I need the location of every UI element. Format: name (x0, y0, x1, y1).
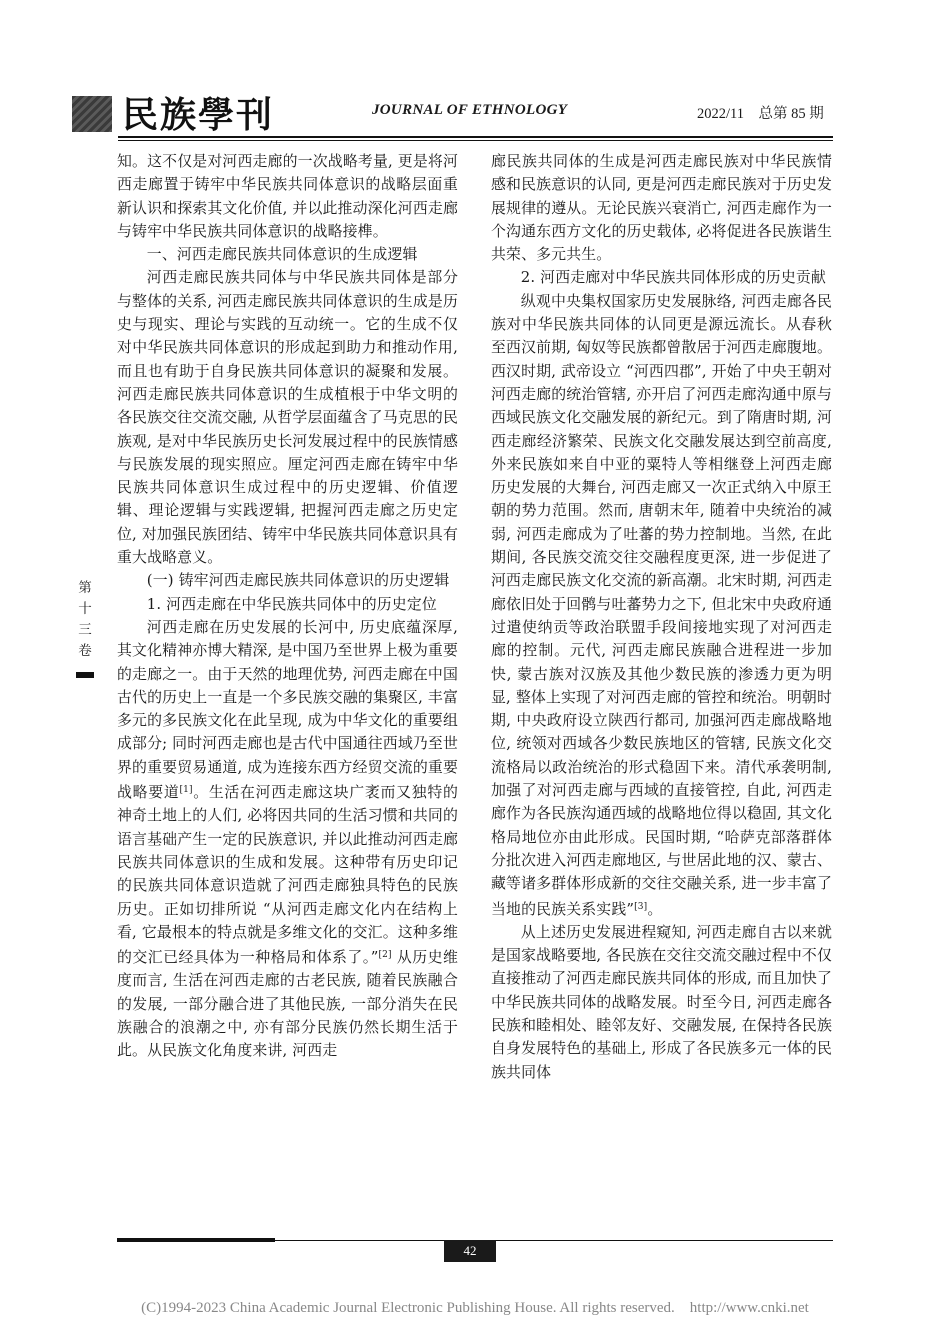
body-paragraph (491, 921, 832, 1084)
right-column (491, 150, 832, 1084)
paragraph-text: 一、河西走廊民族共同体意识的生成逻辑 (146, 245, 418, 264)
body-paragraph (491, 290, 832, 921)
page-number: 42 (444, 1240, 496, 1262)
paragraph-text: 。生活在河西走廊这块广袤而又独特的神奇土地上的人们, 必将因共同的生活习惯和共同的语言基础产生一定的民族意识, 并以此推动河西走廊民族共同体意识的生成和发展。这种带有历史印记的民族共同体意识造就了河西走廊独具特色的民族历史。正如切排所说 “从河西走廊文化内在结构上看, 它最根本的特点就是多维文化的交汇。这种多维的交汇已经具体为一种格局和体系了。” (117, 783, 458, 967)
volume-side-label (78, 578, 92, 662)
body-paragraph (117, 616, 458, 1063)
paragraph-text: 从历史维度而言, 生活在河西走廊的古老民族, 随着民族融合的发展, 一部分融合进了其他民族, 一部分消失在民族融合的浪潮之中, 亦有部分民族仍然长期生活于此。从民族文化角度来讲, 河西走 (117, 948, 459, 1060)
paragraph-text: 2. 河西走廊对中华民族共同体形成的历史贡献 (520, 268, 826, 287)
volume-label-char: 十 (78, 601, 92, 617)
footer-rule-thin (275, 1240, 833, 1241)
section-heading (117, 243, 458, 266)
page-header (0, 0, 950, 150)
citation-marker: [2] (378, 950, 392, 961)
left-column (117, 150, 458, 1063)
volume-label-char: 卷 (78, 643, 92, 659)
citation-marker: [3] (634, 901, 648, 912)
volume-label-char: 第 (78, 580, 92, 596)
copyright-notice: (C)1994-2023 China Academic Journal Electronic Publishing House. All rights reserved. http://www.cnki.net (141, 1300, 809, 1316)
paragraph-text: 1. 河西走廊在中华民族共同体中的历史定位 (146, 594, 437, 613)
paragraph-text: 河西走廊在历史发展的长河中, 历史底蕴深厚, 其文化精神亦博大精深, 是中国乃至世界上极为重要的走廊之一。由于天然的地理优势, 河西走廊在中国古代的历史上一直是一个多民族交融的集聚区, 丰富多元的多民族文化在此呈现, 成为中华文化的重要组成部分; 同时河西走廊也是古代中国通往西域乃至世界的重要贸易通道, 成为连接东西方经贸交流的重要战略要道 (117, 617, 458, 802)
volume-side-bar (76, 672, 94, 678)
journal-logo: 民族學刊 (112, 93, 284, 137)
issue-info: 2022/11 总第 85 期 (697, 106, 824, 122)
paragraph-text: 。 (647, 899, 663, 918)
paragraph-text: 从上述历史发展进程窥知, 河西走廊自古以来就是国家战略要地, 各民族在交往交流交融过程中不仅直接推动了河西走廊民族共同体的形成, 而且加快了中华民族共同体的战略发展。时至今日, 河西走廊各民族和睦相处、睦邻友好、交融发展, 在保持各民族自身发展特色的基础上, 形成了各民族多元一体的民族共同体 (491, 922, 832, 1081)
journal-name: JOURNAL OF ETHNOLOGY (372, 102, 568, 118)
section-heading (117, 569, 458, 592)
paragraph-text: 纵观中央集权国家历史发展脉络, 河西走廊各民族对中华民族共同体的认同更是源远流长。从春秋至西汉前期, 匈奴等民族都曾散居于河西走廊腹地。西汉时期, 武帝设立 “河西四郡”, 开始了中央王朝对河西走廊的统治管辖, 亦开启了河西走廊沟通中原与西域民族文化交融发展的新纪元。到了隋唐时期, 河西走廊经济繁荣、民族文化交融发展达到空前高度, 外来民族如来自中亚的粟特人等相继登上河西走廊历史发展的大舞台, 河西走廊又一次正式纳入中原王朝的势力范围。然而, 唐朝末年, 随着中央统治的减弱, 河西走廊成为了吐蕃的势力控制地。当然, 在此期间, 各民族交流交往交融程度更深, 进一步促进了河西走廊民族文化交流的新高潮。北宋时期, 河西走廊依旧处于回鹘与吐蕃势力之下, 但北宋中央政府通过遣使纳贡等政治联盟手段间接地实现了对河西走廊的控制。元代, 河西走廊民族融合进程进一步加快, 蒙古族对汉族及其他少数民族的渗透力更为明显, 整体上实现了对河西走廊的管控和统治。明朝时期, 中央政府设立陕西行都司, 加强河西走廊战略地位, 统领对西域各少数民族地区的管辖, 民族文化交流格局以政治统治的形式稳固下来。清代承袭明制, 加强了对河西走廊与西域的直接管控, 自此, 河西走廊作为各民族沟通西域的战略地位得以稳固, 其文化格局地位亦由此形成。民国时期, “哈萨克部落群体分批次进入河西走廊地区, 与世居此地的汉、蒙古、藏等诸多群体形成新的交往交融关系, 进一步丰富了当地的民族关系实践” (491, 291, 832, 918)
volume-label-char: 三 (78, 622, 92, 638)
paragraph-text: 廊民族共同体的生成是河西走廊民族对中华民族情感和民族意识的认同, 更是河西走廊民族对于历史发展规律的遵从。无论民族兴衰消亡, 河西走廊作为一个沟通东西方文化的历史载体, 必将促进各民族谐生共荣、多元共生。 (491, 152, 832, 264)
paragraph-text: 知。这不仅是对河西走廊的一次战略考量, 更是将河西走廊置于铸牢中华民族共同体意识的战略层面重新认识和探索其文化价值, 并以此推动深化河西走廊与铸牢中华民族共同体意识的战略接榫。 (117, 152, 458, 240)
paragraph-text: (一) 铸牢河西走廊民族共同体意识的历史逻辑 (146, 571, 450, 590)
footer-rule-thick (117, 1238, 275, 1242)
section-heading (117, 593, 458, 616)
body-paragraph (491, 150, 832, 266)
body-paragraph (117, 150, 458, 243)
citation-marker: [1] (179, 785, 193, 796)
header-rule-thin (118, 140, 833, 141)
paragraph-text: 河西走廊民族共同体与中华民族共同体是部分与整体的关系, 河西走廊民族共同体意识的生成是历史与现实、理论与实践的互动统一。它的生成不仅对中华民族共同体意识的形成起到助力和推动作用, 而且也有助于自身民族共同体意识的凝聚和发展。河西走廊民族共同体意识的生成植根于中华文明的各民族交往交流交融, 从哲学层面蕴含了马克思的民族观, 是对中华民族历史长河发展过程中的民族情感与民族发展的现实照应。厘定河西走廊在铸牢中华民族共同体意识生成过程中的历史逻辑、价值逻辑、理论逻辑与实践逻辑, 把握河西走廊之历史定位, 对加强民族团结、铸牢中华民族共同体意识具有重大战略意义。 (117, 268, 458, 567)
section-heading (491, 266, 832, 289)
body-paragraph (117, 266, 458, 569)
header-rule (118, 136, 833, 138)
